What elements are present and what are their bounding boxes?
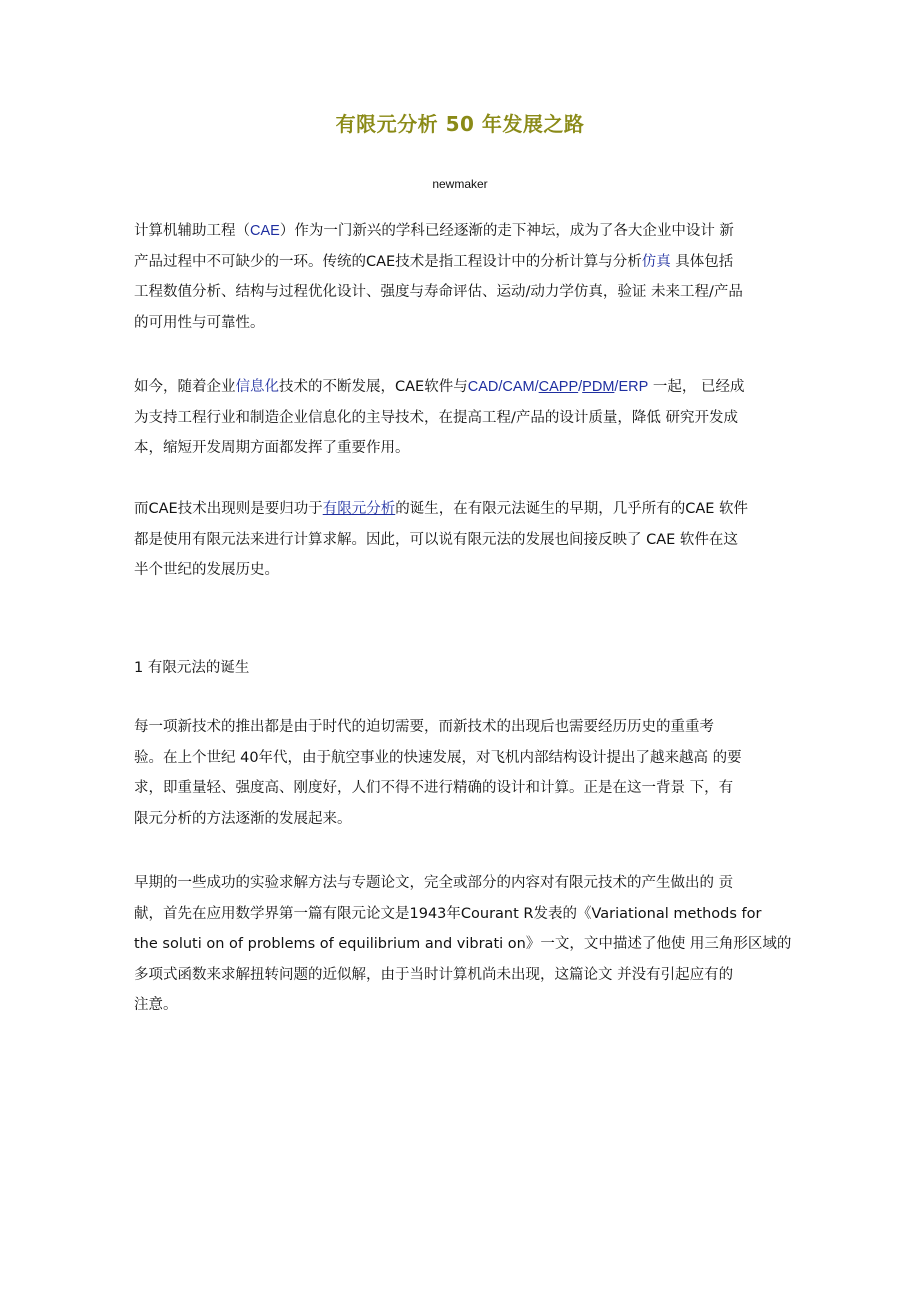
section-heading: 1 有限元法的诞生: [134, 660, 250, 676]
paragraph-4: [134, 712, 794, 834]
paragraph-1: [134, 216, 794, 338]
paragraph-line: 求，即重量轻、强度高、刚度好，人们不得不进行精确的设计和计算。正是在这一背景 下，有: [134, 780, 734, 796]
paragraph-line: 限元分析的方法逐渐的发展起来。: [134, 810, 352, 827]
cam-link[interactable]: CAM: [502, 379, 535, 395]
capp-link[interactable]: CAPP: [538, 379, 579, 395]
paragraph-line: 多项式函数来求解扭转问题的近似解，由于当时计算机尚未出现，这篇论文 并没有引起应有的: [134, 966, 734, 983]
paragraph-line: 验。在上个世纪 40年代，由于航空事业的快速发展，对飞机内部结构设计提出了越来越高 的要: [134, 749, 742, 766]
paragraph-line: 注意。: [134, 997, 178, 1013]
paragraph-line: 的可用性与可靠性。: [134, 314, 265, 331]
paragraph-line: 半个世纪的发展历史。: [134, 562, 279, 578]
paragraph-line: 献，首先在应用数学界第一篇有限元论文是1943年Courant R发表的《Variational methods for: [134, 905, 762, 922]
paragraph-2: [134, 372, 794, 464]
paragraph-line: the soluti on of problems of equilibrium and vibrati on》一文，文中描述了他使 用三角形区域的: [134, 936, 792, 952]
informatization-link[interactable]: 信息化: [235, 379, 279, 395]
paragraph-line: 而CAE技术出现则是要归功于有限元分析的诞生，在有限元法诞生的早期，几乎所有的CAE 软件: [134, 501, 749, 517]
paragraph-line: 本，缩短开发周期方面都发挥了重要作用。: [134, 440, 410, 456]
paragraph-line: 工程数值分析、结构与过程优化设计、强度与寿命评估、运动/动力学仿真，验证 未来工程/产品: [134, 284, 743, 300]
erp-link[interactable]: ERP: [618, 379, 649, 395]
cae-term: CAE: [250, 223, 280, 239]
pdm-link[interactable]: PDM: [582, 379, 615, 395]
paragraph-line: 早期的一些成功的实验求解方法与专题论文，完全或部分的内容对有限元技术的产生做出的 贡: [134, 875, 734, 891]
simulation-link[interactable]: 仿真: [641, 253, 671, 270]
paragraph-line: 为支持工程行业和制造企业信息化的主导技术，在提高工程/产品的设计质量，降低 研究开发成: [134, 409, 738, 426]
paragraph-line: 如今，随着企业信息化技术的不断发展，CAE软件与CAD/CAM/CAPP/PDM/ERP 一起， 已经成: [134, 379, 745, 395]
paragraph-line: 产品过程中不可缺少的一环。传统的CAE技术是指工程设计中的分析计算与分析仿真 具体包括: [134, 253, 734, 270]
cad-link[interactable]: CAD: [467, 379, 499, 395]
fem-analysis-link[interactable]: 有限元分析: [322, 501, 396, 517]
paragraph-5: [134, 868, 794, 1021]
paragraph-line: 每一项新技术的推出都是由于时代的迫切需要，而新技术的出现后也需要经历历史的重重考: [134, 719, 714, 735]
paragraph-line: 都是使用有限元法来进行计算求解。因此，可以说有限元法的发展也间接反映了 CAE 软件在这: [134, 531, 738, 548]
paragraph-3: [134, 494, 794, 586]
document-author: newmaker: [432, 177, 488, 191]
document-title: 有限元分析 50 年发展之路: [335, 112, 585, 136]
paragraph-line: 计算机辅助工程（CAE）作为一门新兴的学科已经逐渐的走下神坛，成为了各大企业中设计 新: [134, 223, 734, 239]
